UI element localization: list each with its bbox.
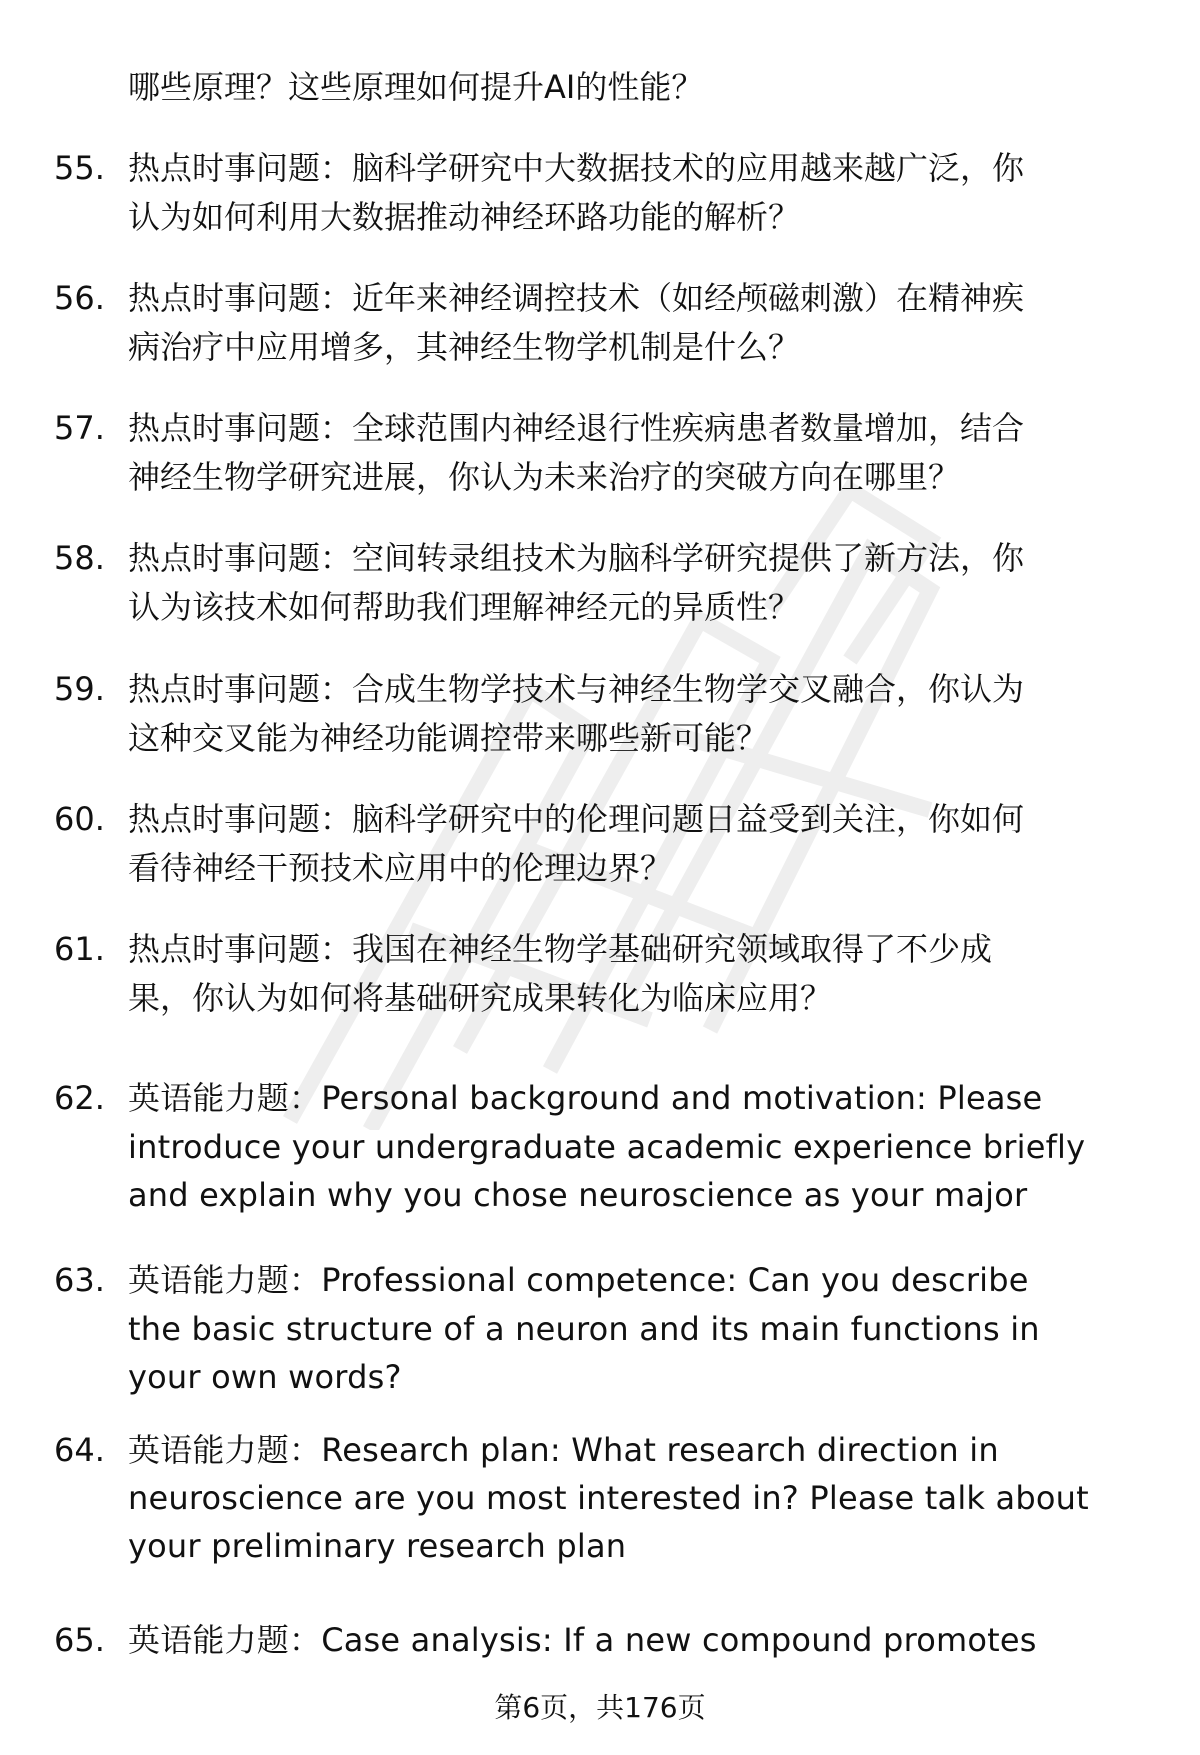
question-number: 58. (54, 539, 105, 577)
question-text-line: 果，你认为如何将基础研究成果转化为临床应用？ (128, 979, 833, 1017)
question-text-line: 英语能力题：Personal background and motivation: Please (128, 1079, 1043, 1117)
question-text-line: your preliminary research plan (128, 1527, 627, 1565)
question-text-line: 神经生物学研究进展，你认为未来治疗的突破方向在哪里？ (128, 458, 961, 496)
question-text-line: 热点时事问题：合成生物学技术与神经生物学交叉融合，你认为 (128, 670, 1025, 708)
question-text-line: 热点时事问题：近年来神经调控技术（如经颅磁刺激）在精神疾 (128, 279, 1025, 317)
question-text-line: 热点时事问题：全球范围内神经退行性疾病患者数量增加，结合 (128, 409, 1025, 447)
question-text-line: 认为如何利用大数据推动神经环路功能的解析？ (128, 198, 801, 236)
question-text-line: 热点时事问题：我国在神经生物学基础研究领域取得了不少成 (128, 930, 993, 968)
question-number: 56. (54, 279, 105, 317)
question-text-line: 英语能力题：Professional competence: Can you describe (128, 1261, 1029, 1299)
question-text-line: 热点时事问题：空间转录组技术为脑科学研究提供了新方法，你 (128, 539, 1025, 577)
question-text-line: 看待神经干预技术应用中的伦理边界？ (128, 849, 673, 887)
question-number: 64. (54, 1431, 105, 1469)
question-number: 63. (54, 1261, 105, 1299)
question-text-line: your own words? (128, 1358, 402, 1396)
question-number: 65. (54, 1621, 105, 1659)
question-number: 61. (54, 930, 105, 968)
question-text-line: introduce your undergraduate academic experience briefly (128, 1128, 1086, 1166)
question-text-line: the basic structure of a neuron and its main functions in (128, 1310, 1040, 1348)
question-number: 59. (54, 670, 105, 708)
question-text-line: 这种交叉能为神经功能调控带来哪些新可能？ (128, 719, 769, 757)
question-text-line: 认为该技术如何帮助我们理解神经元的异质性？ (128, 588, 801, 626)
question-text-line: 英语能力题：Case analysis: If a new compound promotes (128, 1621, 1037, 1659)
question-number: 57. (54, 409, 105, 447)
continuation-line: 哪些原理？这些原理如何提升AI的性能？ (128, 68, 704, 106)
question-text-line: 英语能力题：Research plan: What research direction in (128, 1431, 999, 1469)
question-text-line: neuroscience are you most interested in? Please talk about (128, 1479, 1089, 1517)
question-text-line: 热点时事问题：脑科学研究中大数据技术的应用越来越广泛，你 (128, 149, 1025, 187)
question-text-line: and explain why you chose neuroscience as your major (128, 1176, 1028, 1214)
page-indicator: 第6页，共176页 (494, 1691, 706, 1724)
question-number: 55. (54, 149, 105, 187)
question-text-line: 病治疗中应用增多，其神经生物学机制是什么？ (128, 328, 801, 366)
question-number: 60. (54, 800, 105, 838)
question-number: 62. (54, 1079, 105, 1117)
question-text-line: 热点时事问题：脑科学研究中的伦理问题日益受到关注，你如何 (128, 800, 1025, 838)
